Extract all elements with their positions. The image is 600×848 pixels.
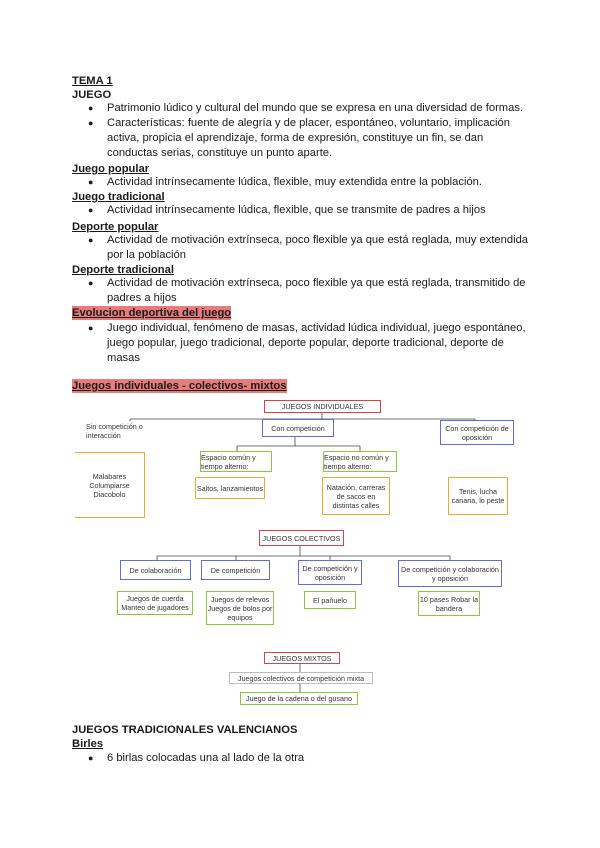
birles-heading: Birles xyxy=(72,738,104,750)
juego-popular-bullet: Actividad intrínsecamente lúdica, flexible, muy extendida entre la población. xyxy=(107,176,482,188)
juegos-heading: Juegos individuales - colectivos- mixtos xyxy=(72,380,287,392)
juego-popular-heading: Juego popular xyxy=(72,163,150,175)
competicion-examples: Juegos de relevos Juegos de bolos por equipos xyxy=(206,591,274,625)
competicion-oposicion-examples: El pañuelo xyxy=(304,591,356,609)
juegos-mixtos-box: JUEGOS MIXTOS xyxy=(264,652,340,664)
deporte-tradicional-bullet: Actividad de motivación extrínseca, poco flexible ya que está reglada, transmitido de padres a hijos xyxy=(107,277,526,304)
bullet-icon: ● xyxy=(88,753,94,763)
valencianos-heading: JUEGOS TRADICIONALES VALENCIANOS xyxy=(72,724,298,736)
competicion-oposicion-box: De competición y oposición xyxy=(298,560,362,585)
juego-tradicional-bullet: Actividad intrínsecamente lúdica, flexible, que se transmite de padres a hijos xyxy=(107,204,486,216)
bullet-icon: ● xyxy=(88,278,94,288)
colaboracion-box: De colaboración xyxy=(120,560,191,580)
juego-bullet-2: Características: fuente de alegría y de placer, espontáneo, voluntario, implicación activa, propicia el aprendizaje, forma de expresión, constituye un fin, se dan conductas serias, constituye un punto aparte. xyxy=(107,117,510,159)
espacio-no-comun-box: Espacio no común y tiempo alterno: xyxy=(323,451,397,472)
bullet-icon: ● xyxy=(88,323,94,333)
juego-bullet-1: Patrimonio lúdico y cultural del mundo que se expresa en una diversidad de formas. xyxy=(107,102,524,114)
espacio-no-comun-examples: Natación, carreras de sacos en distintas calles xyxy=(322,477,390,515)
birles-bullet: 6 birlas colocadas una al lado de la otra xyxy=(107,752,305,764)
bullet-icon: ● xyxy=(88,177,94,187)
deporte-popular-heading: Deporte popular xyxy=(72,221,159,233)
espacio-comun-examples: Saltos, lanzamientos xyxy=(195,477,265,499)
mixtos-example-box: Juego de la cadena o del gusano xyxy=(240,692,358,705)
evolucion-bullet: Juego individual, fenómeno de masas, actividad lúdica individual, juego espontáneo, juego popular, juego tradicional, deporte popular, deporte tradicional, deporte de masas xyxy=(107,322,526,364)
colaboracion-oposicion-box: De competición y colaboración y oposición xyxy=(398,560,502,587)
espacio-comun-box: Espacio común y tiempo alterno: xyxy=(200,451,272,472)
competicion-box: De competición xyxy=(201,560,270,580)
con-competicion-box: Con competición xyxy=(262,419,334,437)
juego-heading: JUEGO xyxy=(72,89,112,101)
juegos-individuales-box: JUEGOS INDIVIDUALES xyxy=(264,400,381,413)
juegos-colectivos-box: JUEGOS COLECTIVOS xyxy=(259,530,344,546)
colaboracion-examples: Juegos de cuerda Manteo de jugadores xyxy=(117,591,193,615)
oposicion-examples: Tenis, lucha canaria, lo peste xyxy=(448,477,508,515)
bullet-icon: ● xyxy=(88,118,94,128)
sin-competicion-label: Sin competición o interacción xyxy=(86,422,143,440)
deporte-popular-bullet: Actividad de motivación extrínseca, poco flexible ya que está reglada, muy extendida por la población xyxy=(107,234,529,261)
bullet-icon: ● xyxy=(88,205,94,215)
deporte-tradicional-heading: Deporte tradicional xyxy=(72,264,174,276)
bullet-icon: ● xyxy=(88,103,94,113)
sin-competicion-examples: Malabares Columpiarse Diacobolo xyxy=(75,452,145,518)
tema-title: TEMA 1 xyxy=(72,75,113,87)
oposicion-box: Con competición de oposición xyxy=(440,420,514,445)
juego-tradicional-heading: Juego tradicional xyxy=(72,191,165,203)
mixtos-description-box: Juegos colectivos de competición mixta xyxy=(229,672,373,684)
bullet-icon: ● xyxy=(88,235,94,245)
colaboracion-oposicion-examples: 10 pases Robar la bandera xyxy=(418,591,480,616)
evolucion-heading: Evolucion deportiva del juego xyxy=(72,307,232,319)
